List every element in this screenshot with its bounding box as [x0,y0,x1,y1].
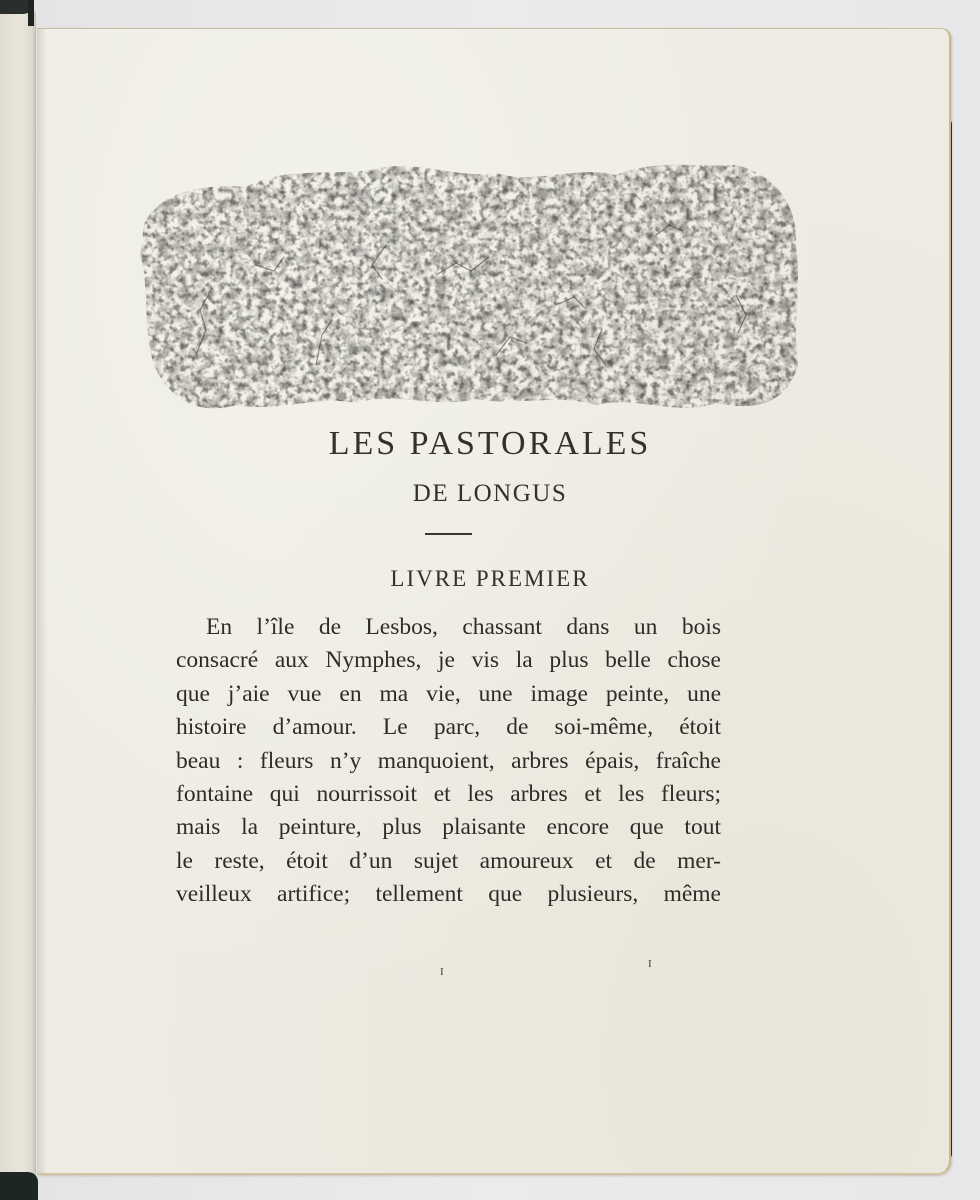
facing-page-edge [0,6,36,1196]
signature-mark: I [440,966,444,978]
binding-corner-bottom [0,1172,38,1200]
text-line: que j’aie vue en ma vie, une image peinte, une [176,680,721,707]
foliage-vignette-illustration [136,155,804,417]
title-divider-rule [425,533,472,535]
text-line: mais la peinture, plus plaisante encore que tout [176,814,721,841]
page-number: I [648,958,652,970]
book-title: LES PASTORALES [328,425,652,462]
book-subtitle: DE LONGUS [412,480,568,507]
text-line: le reste, étoit d’un sujet amoureux et de mer- [176,847,721,874]
gutter-shadow [37,29,47,1173]
text-line: fontaine qui nourrissoit et les arbres et les fleurs; [176,780,721,807]
text-line: histoire d’amour. Le parc, de soi-même, étoit [176,714,721,741]
text-line: consacré aux Nymphes, je vis la plus belle chose [176,647,721,674]
binding-strip [28,0,34,26]
body-paragraph [176,611,721,912]
text-line: veilleux artifice; tellement que plusieurs, même [176,881,721,908]
text-line: beau : fleurs n’y manquoient, arbres épais, fraîche [176,747,721,774]
chapter-heading: LIVRE PREMIER [390,566,590,591]
foliage-drawing-icon [136,155,804,417]
text-line: En l’île de Lesbos, chassant dans un bois [206,614,721,640]
